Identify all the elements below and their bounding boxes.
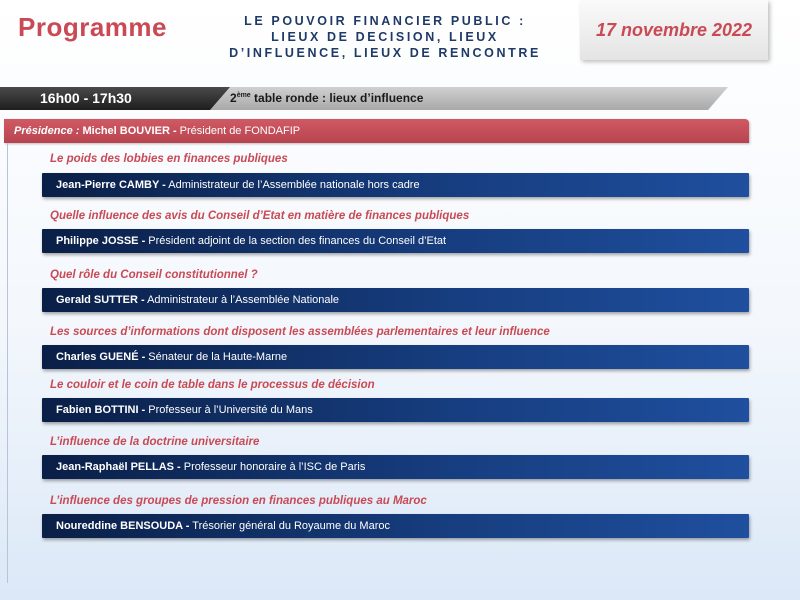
speaker-bar-1 bbox=[42, 173, 749, 197]
topic-4: Les sources d’informations dont disposent les assemblées parlementaires et leur influence bbox=[50, 326, 550, 338]
speaker-desc-3: Administrateur à l’Assemblée Nationale bbox=[144, 294, 340, 306]
speaker-bar-4 bbox=[42, 345, 749, 369]
speaker-name-1: Jean-Pierre CAMBY - bbox=[56, 179, 166, 191]
topic-7: L’influence des groupes de pression en finances publiques au Maroc bbox=[50, 495, 427, 507]
session-time: 16h00 - 17h30 bbox=[40, 90, 132, 106]
speaker-desc-4: Sénateur de la Haute-Marne bbox=[145, 351, 288, 363]
vertical-divider bbox=[7, 143, 8, 583]
date-text: 17 novembre 2022 bbox=[595, 19, 753, 40]
title-line-3: D’INFLUENCE, LIEUX DE RENCONTRE bbox=[229, 46, 541, 60]
presidence-bar bbox=[4, 119, 749, 143]
speaker-name-3: Gerald SUTTER - bbox=[56, 294, 145, 306]
title-line-1: LE POUVOIR FINANCIER PUBLIC : bbox=[244, 14, 526, 28]
page-title bbox=[205, 13, 565, 61]
speaker-desc-6: Professeur honoraire à l’ISC de Paris bbox=[180, 461, 366, 473]
speaker-desc-7: Trésorier général du Royaume du Maroc bbox=[189, 520, 390, 532]
speaker-desc-1: Administrateur de l’Assemblée nationale hors cadre bbox=[165, 179, 420, 191]
speaker-desc-2: Président adjoint de la section des finances du Conseil d’Etat bbox=[145, 235, 447, 247]
speaker-name-4: Charles GUENÉ - bbox=[56, 351, 146, 363]
topic-2: Quelle influence des avis du Conseil d’Etat en matière de finances publiques bbox=[50, 210, 470, 222]
topic-3: Quel rôle du Conseil constitutionnel ? bbox=[50, 269, 258, 281]
presidence-name: Michel BOUVIER - bbox=[79, 125, 177, 137]
speaker-name-2: Philippe JOSSE - bbox=[56, 235, 146, 247]
speaker-bar-5 bbox=[42, 398, 749, 422]
date-box bbox=[580, 0, 768, 60]
topic-5: Le couloir et le coin de table dans le processus de décision bbox=[50, 379, 375, 391]
presidence-role: Présidence : bbox=[14, 125, 80, 137]
speaker-bar-7 bbox=[42, 514, 749, 538]
speaker-bar-3 bbox=[42, 288, 749, 312]
presidence-desc: Président de FONDAFIP bbox=[176, 125, 301, 137]
speaker-name-6: Jean-Raphaël PELLAS - bbox=[56, 461, 181, 473]
speaker-desc-5: Professeur à l’Université du Mans bbox=[145, 404, 313, 416]
session-time-bar bbox=[0, 87, 728, 110]
speaker-name-7: Noureddine BENSOUDA - bbox=[56, 520, 190, 532]
title-line-2: LIEUX DE DECISION, LIEUX bbox=[271, 30, 499, 44]
speaker-name-5: Fabien BOTTINI - bbox=[56, 404, 146, 416]
programme-heading: Programme bbox=[18, 12, 167, 42]
topic-6: L’influence de la doctrine universitaire bbox=[50, 436, 260, 448]
speaker-bar-6 bbox=[42, 455, 749, 479]
speaker-bar-2 bbox=[42, 229, 749, 253]
session-title: 2ème table ronde : lieux d’influence bbox=[230, 91, 424, 105]
topic-1: Le poids des lobbies en finances publiques bbox=[50, 153, 288, 165]
